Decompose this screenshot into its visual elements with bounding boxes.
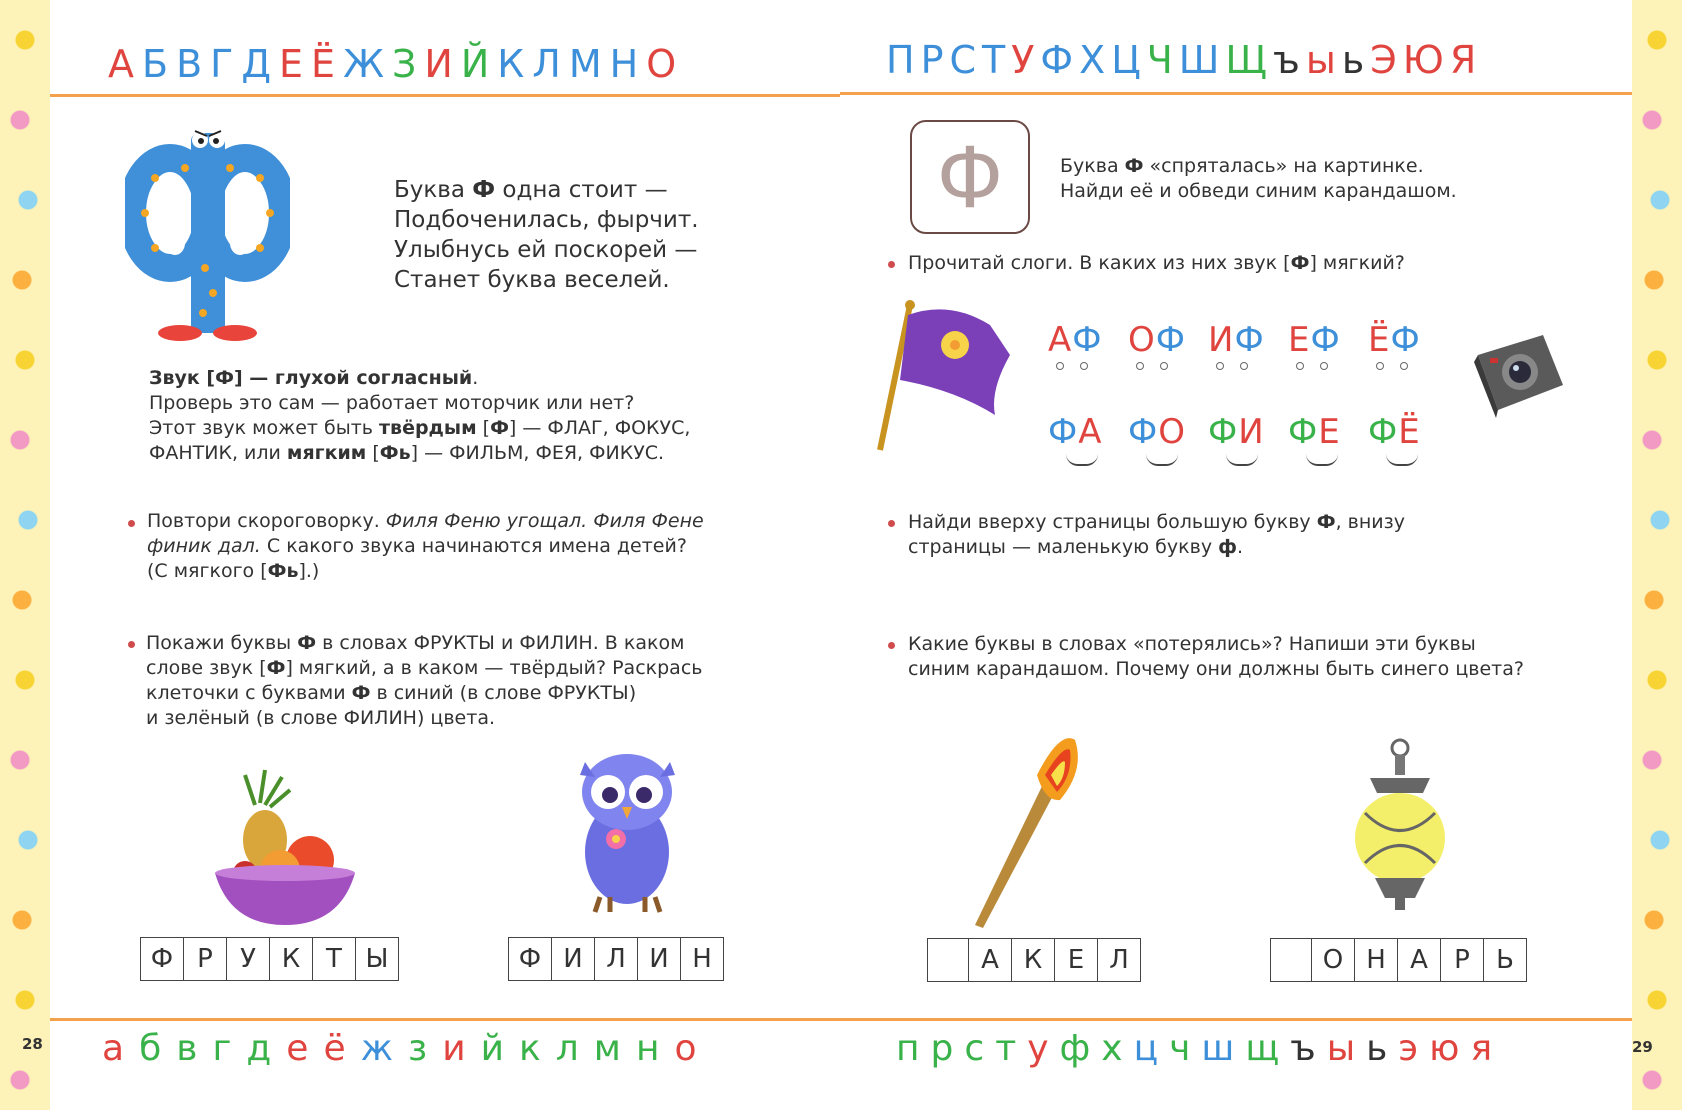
alphabet-letter: ж: [360, 1028, 394, 1069]
syllable-letter: О: [1158, 412, 1187, 452]
alphabet-letter: ы: [1305, 38, 1336, 82]
fruit-bowl-illustration: [210, 765, 360, 925]
alphabet-letter: е: [286, 1028, 309, 1069]
word-grid-fakel: [927, 938, 1141, 982]
camera-illustration: [1468, 330, 1568, 420]
tongue-twister-task: Повтори скороговорку. Филя Феню угощал. Филя Фене финик дал. С какого звука начинаются имена детей? (С мягкого [Фь].): [147, 510, 704, 582]
alphabet-letter: п: [896, 1028, 920, 1069]
alphabet-letter: г: [212, 1028, 232, 1069]
letter-cell: К: [1011, 939, 1054, 981]
alphabet-lowercase-right: [896, 1028, 1492, 1069]
poem-line-3: Улыбнусь ей поскорей —: [394, 237, 698, 263]
syllable: [1288, 320, 1341, 360]
bottom-rule-left: [50, 1018, 840, 1021]
word-grid-frukty: [140, 937, 399, 981]
letter-cell: Ф: [518, 944, 542, 974]
syllable: [1048, 320, 1103, 360]
alphabet-letter: р: [930, 1028, 954, 1069]
alphabet-letter: Б: [142, 42, 169, 86]
alphabet-letter: э: [1398, 1028, 1419, 1069]
sound-dot-mark: [1296, 362, 1304, 370]
alphabet-lowercase-left: [102, 1028, 697, 1069]
alphabet-letter: й: [480, 1028, 505, 1069]
alphabet-letter: Ф: [1040, 38, 1074, 82]
letter-cell: Л: [594, 938, 637, 980]
bottom-rule-right: [840, 1018, 1632, 1021]
alphabet-letter: т: [995, 1028, 1017, 1069]
syllable-letter: Ф: [1208, 412, 1239, 452]
alphabet-letter: ъ: [1272, 38, 1300, 82]
hidden-letter: Ф: [936, 127, 1004, 226]
top-rule-right: [840, 92, 1632, 95]
alphabet-letter: Ж: [343, 42, 384, 86]
alphabet-uppercase-right: [886, 38, 1476, 82]
alphabet-letter: ы: [1326, 1028, 1356, 1069]
syllable: [1048, 412, 1103, 452]
alphabet-uppercase-left: [108, 42, 676, 86]
alphabet-letter: д: [246, 1028, 272, 1069]
syllable-letter: Е: [1288, 320, 1311, 360]
alphabet-letter: П: [886, 38, 915, 82]
find-letters-task: Найди вверху страницы большую букву Ф, внизу страницы — маленькую букву ф.: [908, 511, 1405, 558]
syllable-letter: Ф: [1288, 412, 1319, 452]
alphabet-letter: Ц: [1111, 38, 1141, 82]
torch-illustration: [965, 730, 1095, 930]
sound-dot-mark: [1080, 362, 1088, 370]
alphabet-letter: З: [392, 42, 417, 86]
syllable: [1368, 412, 1421, 452]
alphabet-letter: ц: [1133, 1028, 1159, 1069]
alphabet-letter: У: [1011, 38, 1035, 82]
alphabet-letter: Й: [460, 42, 490, 86]
alphabet-letter: Л: [532, 42, 561, 86]
bullet: [128, 641, 135, 648]
alphabet-letter: б: [139, 1028, 162, 1069]
alphabet-letter: в: [176, 1028, 198, 1069]
syllable-letter: Ф: [1072, 320, 1103, 360]
alphabet-letter: щ: [1245, 1028, 1280, 1069]
alphabet-letter: М: [568, 42, 602, 86]
alphabet-letter: Я: [1449, 38, 1477, 82]
letter-cell: К: [269, 938, 312, 980]
syllable-letter: А: [1048, 320, 1073, 360]
alphabet-letter: з: [408, 1028, 428, 1069]
syllable: [1128, 412, 1186, 452]
bullet: [128, 520, 135, 527]
alphabet-letter: К: [497, 42, 525, 86]
syllable-letter: О: [1128, 320, 1156, 360]
alphabet-letter: ш: [1201, 1028, 1235, 1069]
alphabet-letter: Ш: [1178, 38, 1220, 82]
lantern-illustration: [1345, 738, 1455, 923]
letter-cell: Р: [1440, 939, 1483, 981]
alphabet-letter: ъ: [1290, 1028, 1316, 1069]
syllable: [1368, 320, 1421, 360]
alphabet-letter: ь: [1366, 1028, 1388, 1069]
sound-dot-mark: [1400, 362, 1408, 370]
alphabet-letter: ч: [1169, 1028, 1191, 1069]
sound-dot-mark: [1160, 362, 1168, 370]
syllable-arc-mark: [1226, 454, 1258, 466]
word-grid-filin: [508, 937, 724, 981]
alphabet-letter: Щ: [1225, 38, 1267, 82]
letter-cell: У: [226, 938, 269, 980]
syllable: [1288, 412, 1341, 452]
syllable-letter: Ф: [1390, 320, 1421, 360]
sound-description: Звук [Ф] — глухой согласный. Проверь это сам — работает моторчик или нет? Этот звук может быть твёрдым [Ф] — ФЛАГ, ФОКУС, ФАНТИК, или мягким [Фь] — ФИЛЬМ, ФЕЯ, ФИКУС.: [149, 367, 691, 464]
flower-border-right: [1632, 0, 1682, 1110]
hidden-letter-frame: [910, 120, 1030, 234]
page-number-right: 29: [1632, 1038, 1653, 1056]
poem-line-1: Буква Ф одна стоит —: [394, 177, 668, 203]
letter-cell: Л: [1097, 939, 1140, 981]
flag-illustration: [870, 295, 1020, 455]
alphabet-letter: Х: [1079, 38, 1106, 82]
syllable-arc-mark: [1146, 454, 1178, 466]
alphabet-letter: Г: [210, 42, 234, 86]
alphabet-letter: И: [424, 42, 453, 86]
syllable-arc-mark: [1386, 454, 1418, 466]
sound-dot-mark: [1320, 362, 1328, 370]
sound-dot-mark: [1240, 362, 1248, 370]
hidden-letter-task: Буква Ф «спряталась» на картинке. Найди её и обведи синим карандашом.: [1060, 155, 1457, 202]
alphabet-letter: к: [519, 1028, 541, 1069]
missing-letter-cell[interactable]: [1271, 939, 1311, 981]
syllable-letter: Ф: [1155, 320, 1187, 360]
syllable-letter: Ё: [1368, 320, 1391, 360]
alphabet-letter: ё: [323, 1028, 346, 1069]
poem-line-2: Подбоченилась, фырчит.: [394, 207, 699, 233]
alphabet-letter: Т: [982, 38, 1006, 82]
bullet: [888, 520, 895, 527]
syllable-letter: Ё: [1398, 412, 1421, 452]
alphabet-letter: х: [1101, 1028, 1123, 1069]
alphabet-letter: и: [442, 1028, 466, 1069]
syllable: [1128, 320, 1186, 360]
alphabet-letter: С: [949, 38, 977, 82]
read-syllables-task: Прочитай слоги. В каких из них звук [Ф] мягкий?: [908, 252, 1405, 274]
letter-f-character-illustration: [125, 118, 290, 343]
sound-dot-mark: [1376, 362, 1384, 370]
poem-text: [394, 175, 699, 295]
syllable-letter: А: [1078, 412, 1103, 452]
letter-cell: И: [637, 938, 680, 980]
syllable-letter: И: [1208, 320, 1235, 360]
alphabet-letter: с: [964, 1028, 985, 1069]
alphabet-letter: Ё: [311, 42, 336, 86]
alphabet-letter: у: [1027, 1028, 1049, 1069]
missing-letter-cell[interactable]: [928, 939, 968, 981]
syllable: [1208, 320, 1265, 360]
sound-dot-mark: [1056, 362, 1064, 370]
alphabet-letter: Ю: [1402, 38, 1444, 82]
page-number-left: 28: [22, 1035, 43, 1053]
bullet: [888, 642, 895, 649]
letter-cell: И: [551, 938, 594, 980]
syllable-letter: Ф: [1234, 320, 1265, 360]
letter-cell: Ы: [355, 938, 398, 980]
letter-cell: Р: [183, 938, 226, 980]
letter-cell: Ь: [1483, 939, 1526, 981]
alphabet-letter: Ч: [1146, 38, 1173, 82]
lost-letters-task: Какие буквы в словах «потерялись»? Напиши эти буквы синим карандашом. Почему они должны быть синего цвета?: [908, 633, 1524, 680]
alphabet-letter: Н: [609, 42, 639, 86]
letter-cell: А: [1397, 939, 1440, 981]
syllable-letter: Ф: [1310, 320, 1341, 360]
syllable-letter: Е: [1318, 412, 1341, 452]
owl-illustration: [570, 747, 685, 917]
syllable-letter: И: [1238, 412, 1265, 452]
syllable-letter: Ф: [1368, 412, 1399, 452]
sound-dot-mark: [1216, 362, 1224, 370]
poem-line-4: Станет буква веселей.: [394, 267, 670, 293]
alphabet-letter: н: [635, 1028, 660, 1069]
letter-cell: А: [968, 939, 1011, 981]
alphabet-letter: Р: [920, 38, 944, 82]
alphabet-letter: О: [646, 42, 677, 86]
letter-cell: Ф: [150, 944, 174, 974]
alphabet-letter: м: [593, 1028, 621, 1069]
letter-cell: Е: [1054, 939, 1097, 981]
letter-cell: Н: [1354, 939, 1397, 981]
show-letters-task: Покажи буквы Ф в словах ФРУКТЫ и ФИЛИН. В каком слове звук [Ф] мягкий, а в каком — твёрдый? Раскрась клеточки с буквами Ф в синий (в слове ФРУКТЫ) и зелёный (в слове ФИЛИН) цвета.: [146, 632, 703, 729]
alphabet-letter: ю: [1429, 1028, 1460, 1069]
syllable: [1208, 412, 1265, 452]
letter-cell: Н: [680, 938, 723, 980]
alphabet-letter: л: [555, 1028, 579, 1069]
alphabet-letter: ь: [1341, 38, 1365, 82]
letter-cell: О: [1311, 939, 1354, 981]
sound-dot-mark: [1136, 362, 1144, 370]
alphabet-letter: Е: [279, 42, 304, 86]
top-rule-left: [50, 94, 840, 97]
letter-cell: Т: [312, 938, 355, 980]
syllable-arc-mark: [1066, 454, 1098, 466]
alphabet-letter: В: [176, 42, 203, 86]
bullet: [888, 261, 895, 268]
syllable-arc-mark: [1306, 454, 1338, 466]
alphabet-letter: Э: [1370, 38, 1397, 82]
syllable-letter: Ф: [1128, 412, 1159, 452]
alphabet-letter: Д: [241, 42, 272, 86]
word-grid-fonar: [1270, 938, 1527, 982]
syllable-letter: Ф: [1048, 412, 1079, 452]
flower-border-left: [0, 0, 50, 1110]
alphabet-letter: ф: [1059, 1028, 1091, 1069]
alphabet-letter: я: [1470, 1028, 1493, 1069]
alphabet-letter: А: [108, 42, 134, 86]
alphabet-letter: а: [102, 1028, 125, 1069]
alphabet-letter: о: [674, 1028, 697, 1069]
